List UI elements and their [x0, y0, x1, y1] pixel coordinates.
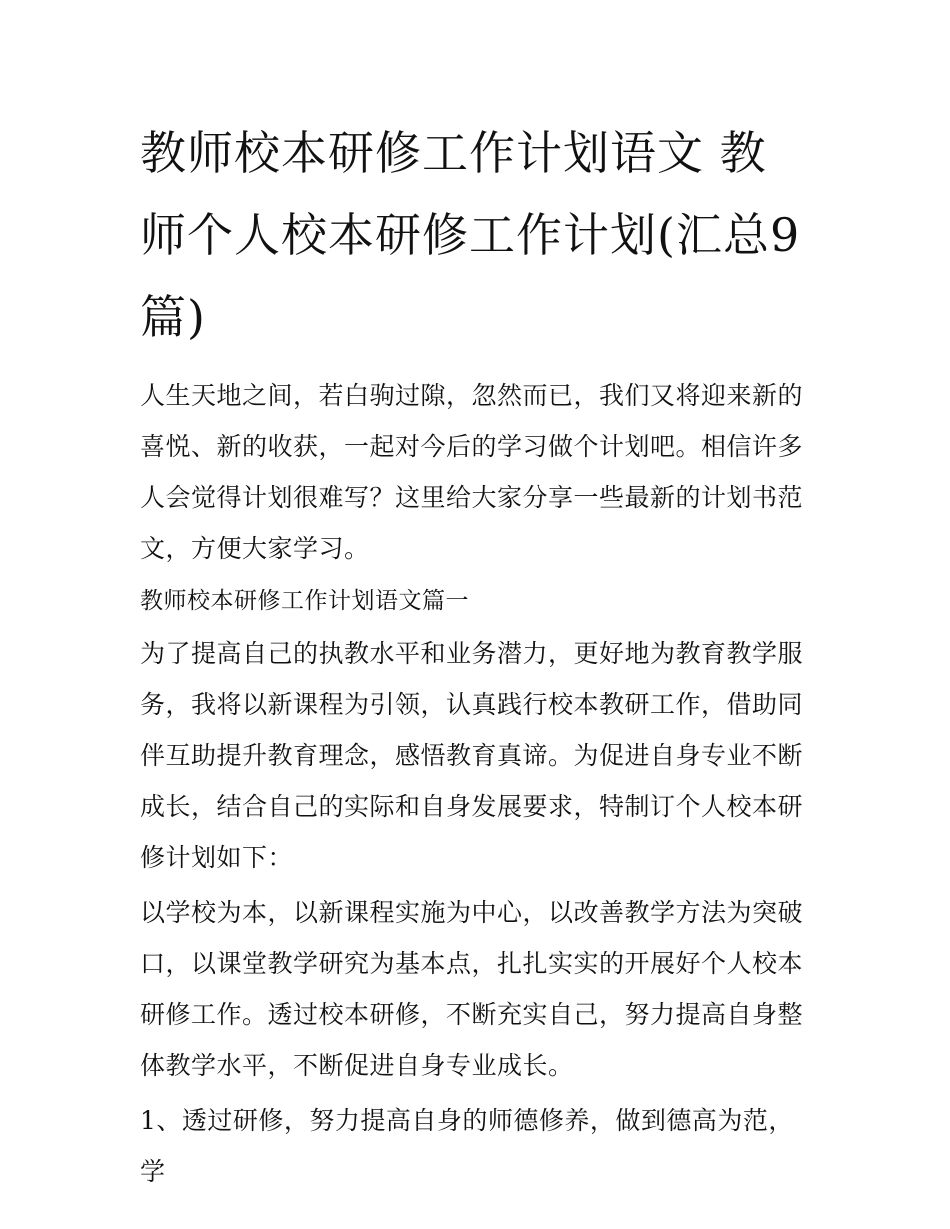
- body-paragraph: 为了提高自己的执教水平和业务潜力，更好地为教育教学服务，我将以新课程为引领，认真践行校本教研工作，借助同伴互助提升教育理念，感悟教育真谛。为促进自身专业不断成长，结合自己的实际和自身发展要求，特制订个人校本研修计划如下：: [140, 639, 804, 872]
- body-paragraph: 以学校为本，以新课程实施为中心，以改善教学方法为突破口，以课堂教学研究为基本点，扎扎实实的开展好个人校本研修工作。透过校本研修，不断充实自己，努力提高自身整体教学水平，不断促进自身专业成长。: [140, 898, 804, 1080]
- document-body: [140, 370, 812, 1197]
- intro-paragraph: 人生天地之间，若白驹过隙，忽然而已，我们又将迎来新的喜悦、新的收获，一起对今后的学习做个计划吧。相信许多人会觉得计划很难写？这里给大家分享一些最新的计划书范文，方便大家学习。: [140, 381, 804, 563]
- list-item: 1、透过研修，努力提高自身的师德修养，做到德高为范，学: [140, 1106, 794, 1186]
- section-heading: 教师校本研修工作计划语文篇一: [140, 588, 469, 614]
- document-content: [140, 112, 812, 1197]
- document-title: 教师校本研修工作计划语文 教师个人校本研修工作计划(汇总9篇): [140, 126, 801, 344]
